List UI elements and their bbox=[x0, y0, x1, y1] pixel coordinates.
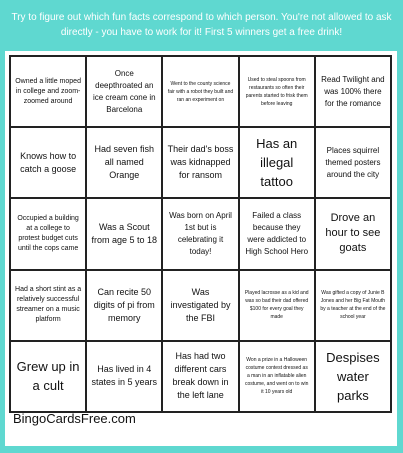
bingo-cell[interactable]: Has lived in 4 states in 5 years bbox=[86, 341, 162, 412]
brand-label: BingoCardsFree.com bbox=[13, 411, 136, 426]
bingo-cell[interactable]: Drove an hour to see goats bbox=[315, 198, 391, 269]
bingo-cell[interactable]: Has had two different cars break down in the left lane bbox=[162, 341, 238, 412]
bingo-cell[interactable]: Knows how to catch a goose bbox=[10, 127, 86, 198]
bingo-cell[interactable]: Had a short stint as a relatively successful streamer on a music platform bbox=[10, 270, 86, 341]
bingo-cell[interactable]: Failed a class because they were addicted to High School Hero bbox=[239, 198, 315, 269]
bingo-cell[interactable]: Their dad's boss was kidnapped for ransom bbox=[162, 127, 238, 198]
bingo-cell[interactable]: Played lacrosse as a kid and was so bad their dad offered $100 for every goal they made bbox=[239, 270, 315, 341]
bingo-cell[interactable]: Can recite 50 digits of pi from memory bbox=[86, 270, 162, 341]
bingo-cell[interactable]: Went to the county science fair with a robot they built and ran an experiment on bbox=[162, 56, 238, 127]
bingo-cell[interactable]: Read Twilight and was 100% there for the romance bbox=[315, 56, 391, 127]
bingo-cell[interactable]: Places squirrel themed posters around the city bbox=[315, 127, 391, 198]
instructions-text: Try to figure out which fun facts correspond to which person. You're not allowed to ask directly - you have to work for it! First 5 winners get a free drink! bbox=[11, 12, 392, 38]
bingo-cell[interactable]: Owned a little moped in college and zoom-zoomed around bbox=[10, 56, 86, 127]
bingo-cell[interactable]: Despises water parks bbox=[315, 341, 391, 412]
bingo-cell[interactable]: Occupied a building at a college to protest budget cuts until the cops came bbox=[10, 198, 86, 269]
bingo-cell[interactable]: Won a prize in a Halloween costume contest dressed as a man in an inflatable alien costume, and went on to win it 10 years old bbox=[239, 341, 315, 412]
bingo-cell[interactable]: Used to steal spoons from restaurants so often their parents started to frisk them before leaving bbox=[239, 56, 315, 127]
bingo-cell[interactable]: Was born on April 1st but is celebrating it today! bbox=[162, 198, 238, 269]
bingo-cell[interactable]: Had seven fish all named Orange bbox=[86, 127, 162, 198]
bingo-cell[interactable]: Was gifted a copy of Junie B Jones and her Big Fat Mouth by a teacher at the end of the school year bbox=[315, 270, 391, 341]
bingo-grid bbox=[9, 55, 392, 413]
bingo-cell[interactable]: Was a Scout from age 5 to 18 bbox=[86, 198, 162, 269]
bingo-cell[interactable]: Has an illegal tattoo bbox=[239, 127, 315, 198]
bingo-cell[interactable]: Was investigated by the FBI bbox=[162, 270, 238, 341]
bingo-card bbox=[5, 51, 397, 446]
bingo-cell[interactable]: Grew up in a cult bbox=[10, 341, 86, 412]
bingo-cell[interactable]: Once deepthroated an ice cream cone in Barcelona bbox=[86, 56, 162, 127]
